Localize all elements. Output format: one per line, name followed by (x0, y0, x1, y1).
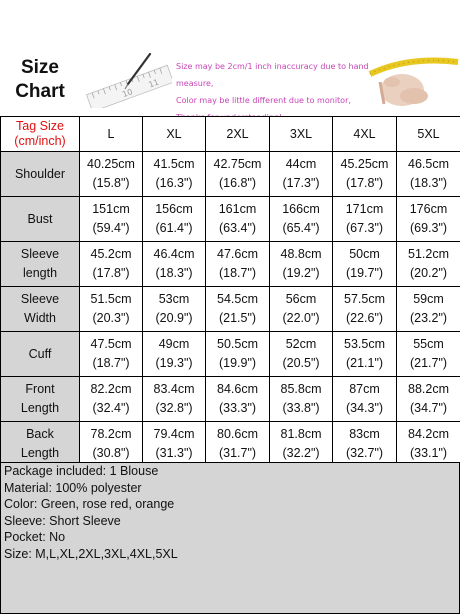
measurement-cm: 45.2cm (80, 245, 142, 264)
measuring-tape-hand-icon (368, 52, 460, 112)
row-label-line: Length (1, 444, 79, 463)
measurement-cm: 48.8cm (270, 245, 332, 264)
measurement-inch: (32.7") (333, 444, 396, 463)
size-header-cell: 4XL (333, 117, 397, 152)
measurement-cell (80, 197, 143, 242)
measurement-cell (143, 422, 206, 467)
measurement-inch: (63.4") (206, 219, 269, 238)
row-label-line: Length (1, 399, 79, 418)
measurement-cm: 59cm (397, 290, 460, 309)
measurement-inch: (33.8") (270, 399, 332, 418)
measurement-cell (80, 242, 143, 287)
measurement-cell (143, 332, 206, 377)
size-header-cell: XL (143, 117, 206, 152)
measurement-inch: (18.7") (80, 354, 142, 373)
measurement-cell (80, 332, 143, 377)
row-label-line: length (1, 264, 79, 283)
ruler-number: 11 (147, 78, 160, 90)
size-table (0, 116, 460, 467)
measurement-cell (270, 287, 333, 332)
measurement-cm: 46.4cm (143, 245, 205, 264)
measurement-inch: (17.8") (333, 174, 396, 193)
measurement-cell (206, 422, 270, 467)
measurement-cm: 166cm (270, 200, 332, 219)
measurement-cell (333, 242, 397, 287)
table-row (1, 197, 460, 242)
measurement-cm: 151cm (80, 200, 142, 219)
measurement-cm: 55cm (397, 335, 460, 354)
measurement-inch: (21.5") (206, 309, 269, 328)
row-label (1, 422, 80, 467)
measurement-cm: 171cm (333, 200, 396, 219)
info-line: Color: Green, rose red, orange (1, 496, 459, 513)
product-info-box (0, 462, 460, 614)
measurement-cm: 156cm (143, 200, 205, 219)
measurement-inch: (21.1") (333, 354, 396, 373)
measurement-cell (80, 152, 143, 197)
tag-size-unit: (cm/inch) (1, 134, 79, 149)
note-line: Size may be 2cm/1 inch inaccuracy due to hand measure, (176, 58, 376, 92)
measurement-cm: 51.5cm (80, 290, 142, 309)
measurement-cell (206, 287, 270, 332)
measurement-cell (80, 422, 143, 467)
measurement-cm: 85.8cm (270, 380, 332, 399)
row-label (1, 377, 80, 422)
measurement-inch: (17.8") (80, 264, 142, 283)
measurement-cm: 176cm (397, 200, 460, 219)
measurement-cm: 45.25cm (333, 155, 396, 174)
tag-size-label: Tag Size (1, 119, 79, 134)
measurement-inch: (22.0") (270, 309, 332, 328)
row-label-line: Shoulder (1, 165, 79, 184)
measurement-cell (143, 287, 206, 332)
measurement-cell (333, 152, 397, 197)
measurement-cell (143, 197, 206, 242)
measurement-cm: 40.25cm (80, 155, 142, 174)
measurement-cell (333, 332, 397, 377)
measurement-inch: (18.3") (397, 174, 460, 193)
measurement-inch: (61.4") (143, 219, 205, 238)
measurement-cell (143, 377, 206, 422)
measurement-cell (206, 197, 270, 242)
measurement-cm: 41.5cm (143, 155, 205, 174)
measurement-cm: 54.5cm (206, 290, 269, 309)
table-row (1, 332, 460, 377)
measurement-cm: 52cm (270, 335, 332, 354)
table-row (1, 287, 460, 332)
row-label-line: Front (1, 380, 79, 399)
measurement-cell (270, 332, 333, 377)
measurement-inch: (22.6") (333, 309, 396, 328)
measurement-cell (80, 377, 143, 422)
size-chart-header (0, 46, 460, 114)
measurement-inch: (31.7") (206, 444, 269, 463)
size-header-cell: 5XL (397, 117, 460, 152)
measurement-inch: (65.4") (270, 219, 332, 238)
row-label (1, 242, 80, 287)
size-header-cell: 2XL (206, 117, 270, 152)
measurement-cell (397, 152, 460, 197)
measurement-cm: 53.5cm (333, 335, 396, 354)
measurement-cell (80, 287, 143, 332)
measurement-inch: (16.3") (143, 174, 205, 193)
measurement-cm: 47.6cm (206, 245, 269, 264)
measurement-cell (397, 422, 460, 467)
measurement-inch: (59.4") (80, 219, 142, 238)
measurement-inch: (19.7") (333, 264, 396, 283)
measurement-cm: 87cm (333, 380, 396, 399)
measurement-cell (206, 242, 270, 287)
measurement-inch: (23.2") (397, 309, 460, 328)
measurement-cm: 49cm (143, 335, 205, 354)
info-line: Material: 100% polyester (1, 480, 459, 497)
measurement-cell (333, 197, 397, 242)
measurement-cell (397, 197, 460, 242)
measurement-cm: 51.2cm (397, 245, 460, 264)
measurement-cm: 46.5cm (397, 155, 460, 174)
row-label-line: Sleeve (1, 245, 79, 264)
measurement-cell (143, 242, 206, 287)
measurement-cm: 50.5cm (206, 335, 269, 354)
info-line: Package included: 1 Blouse (1, 463, 459, 480)
measurement-inch: (19.2") (270, 264, 332, 283)
row-label-line: Back (1, 425, 79, 444)
measurement-cm: 161cm (206, 200, 269, 219)
info-line: Pocket: No (1, 529, 459, 546)
row-label (1, 287, 80, 332)
measurement-inch: (20.9") (143, 309, 205, 328)
measurement-inch: (32.4") (80, 399, 142, 418)
row-label-line: Width (1, 309, 79, 328)
measurement-cell (206, 152, 270, 197)
measurement-inch: (67.3") (333, 219, 396, 238)
measurement-cm: 78.2cm (80, 425, 142, 444)
measurement-cm: 57.5cm (333, 290, 396, 309)
measurement-cell (206, 377, 270, 422)
measurement-inch: (16.8") (206, 174, 269, 193)
measurement-cell (397, 332, 460, 377)
measurement-cm: 83.4cm (143, 380, 205, 399)
measurement-cm: 44cm (270, 155, 332, 174)
size-header-cell: L (80, 117, 143, 152)
measurement-inch: (15.8") (80, 174, 142, 193)
measurement-inch: (30.8") (80, 444, 142, 463)
ruler-pen-icon (84, 52, 172, 108)
measurement-inch: (33.1") (397, 444, 460, 463)
row-label-line: Sleeve (1, 290, 79, 309)
tag-size-header (1, 117, 80, 152)
measurement-cm: 53cm (143, 290, 205, 309)
measurement-cell (270, 197, 333, 242)
measurement-inch: (21.7") (397, 354, 460, 373)
row-label-line: Cuff (1, 345, 79, 364)
measurement-cm: 42.75cm (206, 155, 269, 174)
measurement-cell (206, 332, 270, 377)
measurement-cell (397, 242, 460, 287)
measurement-cm: 84.6cm (206, 380, 269, 399)
measurement-inch: (20.5") (270, 354, 332, 373)
row-label (1, 152, 80, 197)
measurement-cell (270, 152, 333, 197)
table-row (1, 152, 460, 197)
measurement-inch: (19.3") (143, 354, 205, 373)
measurement-inch: (31.3") (143, 444, 205, 463)
measurement-cell (270, 377, 333, 422)
measurement-inch: (34.3") (333, 399, 396, 418)
table-row (1, 377, 460, 422)
size-header-cell: 3XL (270, 117, 333, 152)
note-line: Color may be little different due to monitor, (176, 92, 376, 109)
measurement-cell (333, 377, 397, 422)
measurement-inch: (18.7") (206, 264, 269, 283)
title-box (0, 46, 80, 114)
row-label-line: Bust (1, 210, 79, 229)
row-label (1, 197, 80, 242)
table-row (1, 242, 460, 287)
measurement-inch: (33.3") (206, 399, 269, 418)
measurement-cm: 80.6cm (206, 425, 269, 444)
measurement-inch: (34.7") (397, 399, 460, 418)
measurement-cm: 79.4cm (143, 425, 205, 444)
measurement-inch: (19.9") (206, 354, 269, 373)
measurement-cell (333, 287, 397, 332)
ruler-number: 10 (121, 87, 134, 99)
measurement-cm: 47.5cm (80, 335, 142, 354)
measurement-cm: 82.2cm (80, 380, 142, 399)
page-title: Size Chart (15, 56, 65, 104)
measurement-cell (143, 152, 206, 197)
measurement-cm: 81.8cm (270, 425, 332, 444)
measurement-cm: 56cm (270, 290, 332, 309)
measurement-cm: 88.2cm (397, 380, 460, 399)
info-line: Sleeve: Short Sleeve (1, 513, 459, 530)
measurement-cell (270, 422, 333, 467)
table-row (1, 422, 460, 467)
measurement-cell (333, 422, 397, 467)
row-label (1, 332, 80, 377)
info-line: Size: M,L,XL,2XL,3XL,4XL,5XL (1, 546, 459, 563)
measurement-inch: (32.2") (270, 444, 332, 463)
measurement-inch: (18.3") (143, 264, 205, 283)
measurement-cell (397, 287, 460, 332)
measurement-inch: (20.2") (397, 264, 460, 283)
measurement-inch: (32.8") (143, 399, 205, 418)
measurement-cell (397, 377, 460, 422)
size-header-row (1, 117, 460, 152)
measurement-cell (270, 242, 333, 287)
measurement-cm: 50cm (333, 245, 396, 264)
measurement-inch: (69.3") (397, 219, 460, 238)
measurement-inch: (20.3") (80, 309, 142, 328)
measurement-cm: 83cm (333, 425, 396, 444)
size-table-body (1, 152, 460, 467)
measurement-inch: (17.3") (270, 174, 332, 193)
measurement-cm: 84.2cm (397, 425, 460, 444)
